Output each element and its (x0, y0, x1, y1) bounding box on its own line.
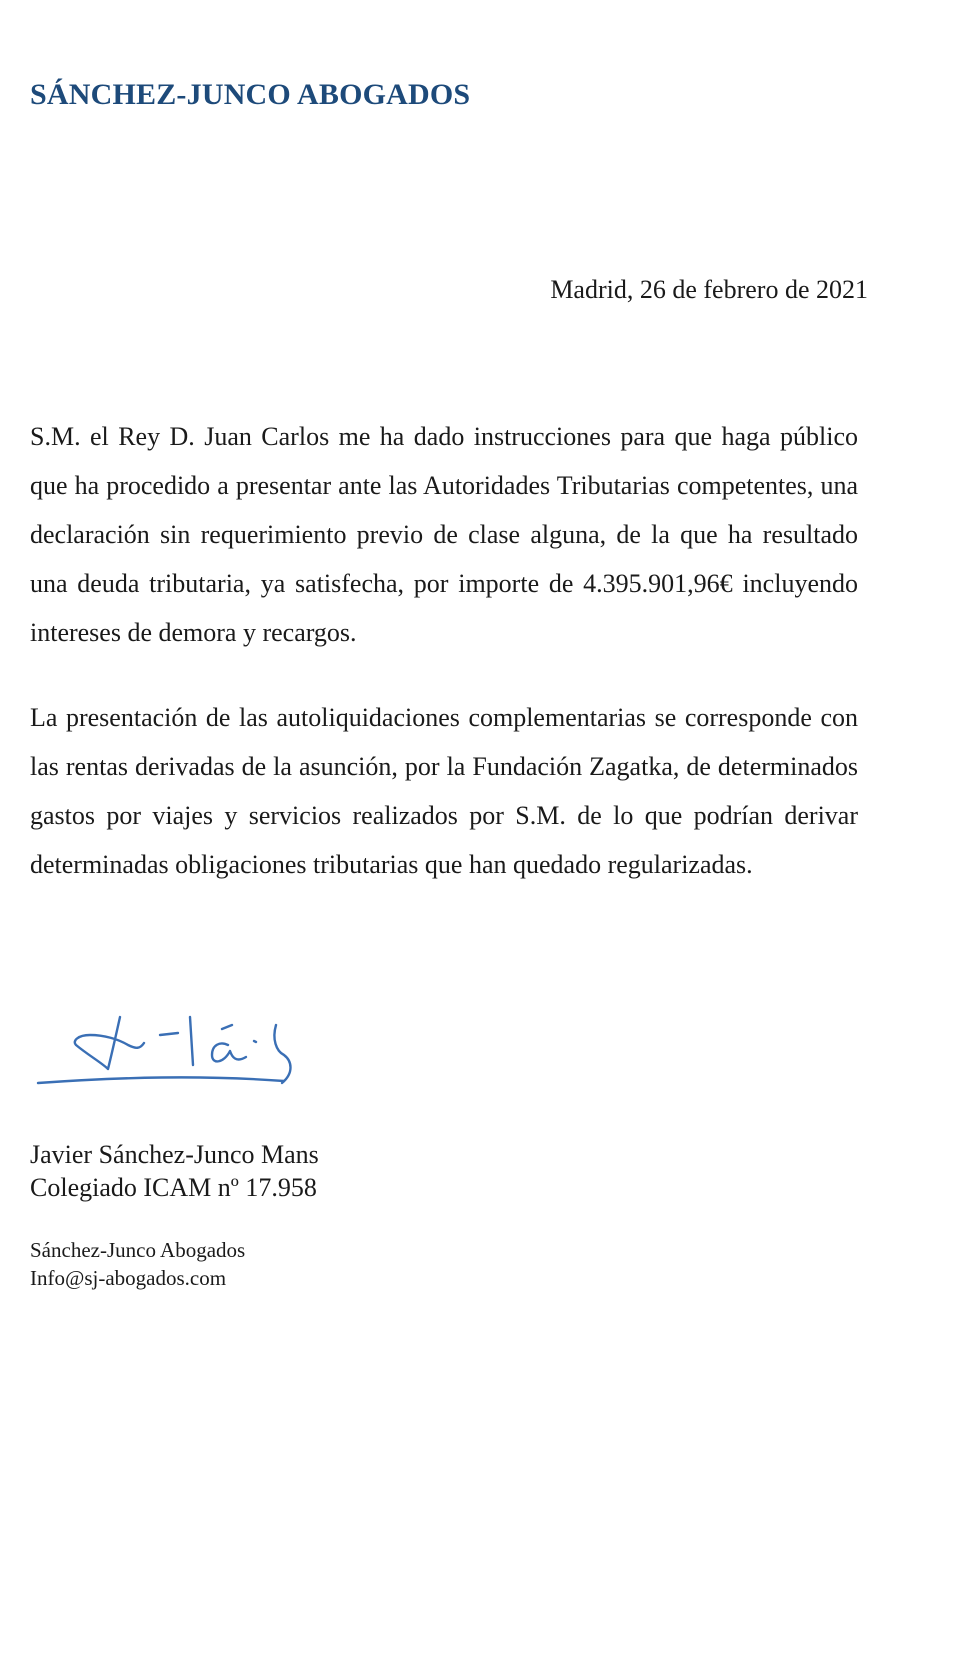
contact-firm: Sánchez-Junco Abogados (30, 1238, 246, 1262)
signer-registration: Colegiado ICAM nº 17.958 (30, 1173, 317, 1202)
signature-underline (38, 1077, 284, 1083)
signature-stroke-accent (222, 1025, 232, 1029)
signature-stroke-bar (190, 1017, 193, 1065)
contact-email: Info@sj-abogados.com (30, 1266, 227, 1290)
signature-stroke-dash (160, 1033, 178, 1035)
signer-name: Javier Sánchez-Junco Mans (30, 1140, 319, 1169)
contact-block (30, 1236, 245, 1292)
signature-stroke-loop (75, 1017, 144, 1069)
signature-stroke-a (212, 1043, 246, 1061)
handwritten-signature (32, 1005, 307, 1095)
letterhead-title: SÁNCHEZ-JUNCO ABOGADOS (30, 78, 471, 111)
signer-block (30, 1138, 319, 1204)
signature-stroke-dot (254, 1041, 256, 1042)
letter-date: Madrid, 26 de febrero de 2021 (550, 275, 868, 304)
signature-stroke-hook (274, 1025, 290, 1083)
body-paragraph-2: La presentación de las autoliquidaciones complementarias se corresponde con las rentas derivadas de la asunción, por la Fundación Zagatka, de determinados gastos por viajes y servicios realizados por S.M. de lo que podrían derivar determinadas obligaciones tributarias que han quedado regularizadas. (30, 703, 858, 879)
body-paragraph-1: S.M. el Rey D. Juan Carlos me ha dado instrucciones para que haga público que ha procedido a presentar ante las Autoridades Tributarias competentes, una declaración sin requerimiento previo de clase alguna, de la que ha resultado una deuda tributaria, ya satisfecha, por importe de 4.395.901,96€ incluyendo intereses de demora y recargos. (30, 422, 858, 647)
